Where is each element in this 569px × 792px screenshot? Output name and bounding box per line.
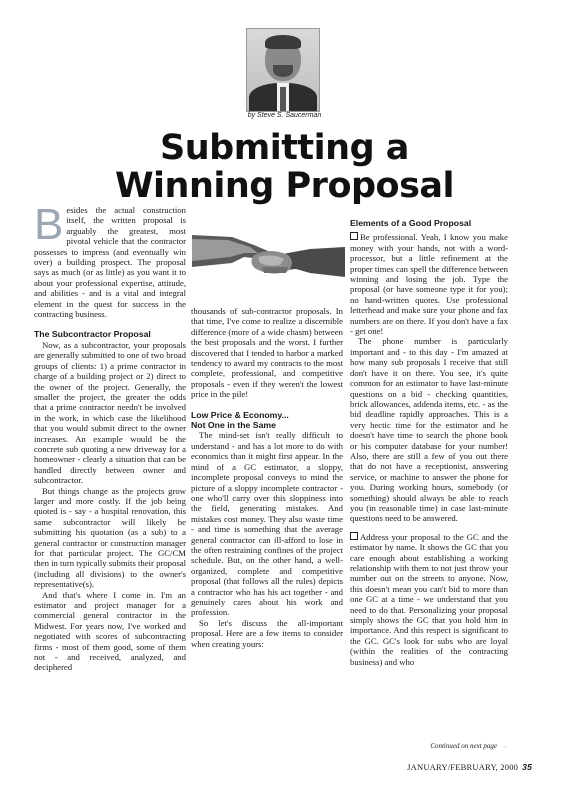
bullet-paragraph: Address your proposal to the GC and the estimator by name. It shows the GC that you care enough about establishing a working relationship with them to not just throw your number out on the streets to anyone. Now, this doesn't mean you can't bid to more than one GC at a time - we understand that you need to do that. Personalizing your proposal simply shows the GC that you hold him in importance. And this respect is significant to the GC. GC's look for subs who are loyal (within the realities of the contracting business) and who	[350, 531, 508, 667]
body-paragraph: Now, as a subcontractor, your proposals are generally submitted to one of two broad groups of clients: 1) a prime contractor in charge of a building project or 2) direct to the owner of the project. Generally, the smaller the project, the greater the odds that a prime contractor needn't be involved in the work, in which case the likelihood that you would submit direct to the owner increases. An example would be the concrete sub quoting a new driveway for a homeowner - clearly a situation that can be handled directly between owner and subcontractor.	[34, 339, 186, 486]
checkbox-bullet-icon	[350, 532, 358, 540]
article-title-line1: Submitting a	[160, 128, 409, 168]
column-1	[34, 200, 187, 673]
body-paragraph: So let's discuss the all-important proposal. Here are a few items to consider when creating yours:	[191, 617, 343, 649]
body-paragraph: thousands of sub-contractor proposals. In that time, I've come to realize a discernible difference (more of a wide chasm) between the best proposals and the worst. I further discovered that I tended to harbor a marked tendency to award my contracts to the most complete, professional, and competitive proposals - even if they weren't the lowest price in the pile!	[191, 306, 343, 400]
checkbox-bullet-icon	[350, 232, 358, 240]
body-paragraph: And that's where I come in. I'm an estimator and project manager for a commercial general contractor in the Midwest. For years now, I've worked and negotiated with scores of subcontracting firms - most of them good, some of them not - and received, analyzed, and deciphered	[34, 589, 186, 673]
byline: by Steve S. Saucerman	[247, 112, 322, 119]
page-number: 35	[522, 762, 532, 772]
column-3	[350, 218, 508, 667]
body-paragraph: The phone number is particularly important and - to this day - I'm amazed at how many sub proposals I receive that still don't have it on there. You see, it's quite common for an estimator to have last-minute questions on a bid - checking quantities, brick allowances, addenda items, etc. - as the bid deadline rapidly approaches. This is a very hectic time for the estimator and he doesn't have time to search the phone book or his computer database for your number! Also, there are still a few of you out there that do not have a receptionist, answering service, or machine to answer the phone for you. During working hours, somebody (or something) should always be able to reach you (in reasonable time) in case last-minute questions need to be answered.	[350, 336, 508, 524]
column-2-top	[191, 306, 343, 649]
drop-cap: B	[34, 200, 64, 249]
continued-note: Continued on next page →	[430, 742, 508, 750]
issue-date: JANUARY/FEBRUARY, 2000	[407, 762, 519, 772]
page-footer	[380, 762, 532, 772]
handshake-image	[192, 207, 345, 301]
section-heading-low-price: Low Price & Economy...	[191, 409, 289, 420]
body-paragraph: But things change as the projects grow larger and more costly. If the job being quoted is - say - a hospital renovation, this same subcontractor will likely be submitting his quotation (as a sub) to a general contractor or construction manager for that particular project. The GC/CM then in turn typically submits their proposal (including all divisions) to the owner's representative(s).	[34, 485, 187, 590]
author-photo	[246, 28, 320, 112]
arrow-icon: →	[501, 742, 508, 750]
intro-paragraph: Besides the actual construction itself, the written proposal is arguably the greatest, most pivotal vehicle that the contractor possesses to impress (and eventually win over) a building prospect. The proposal says as much (or as little) as you want it to about your professional expertise, attitude, and abilities - and is a vital and integral element in the quest for success in the contracting business.	[34, 200, 186, 320]
section-heading-elements: Elements of a Good Proposal	[350, 218, 472, 228]
section-heading-subcontractor: The Subcontractor Proposal	[34, 329, 151, 340]
section-heading-low-price-2: Not One in the Same	[191, 420, 276, 431]
article-title-line2: Winning Proposal	[114, 166, 455, 206]
body-paragraph: The mind-set isn't really difficult to understand - and has a lot more to do with economics than it might first appear. In the mind of a GC estimator, a sloppy, incomplete proposal conveys to mind the picture of a sloppy incomplete contractor - one who'll carry over this sloppiness into the field, generating mistakes. And mistakes cost money. They also waste time - and time is something that the average general contractor can ill-afford to lose in the often restraining confines of the project schedule. But, on the other hand, a well-organized, complete and competitive proposal (that follows all the rules) depicts a contractor who has his act together - and genuinely cares about his work and profession.	[191, 430, 343, 618]
bullet-paragraph: Be professional. Yeah, I know you make money with your hands, not with a word-processor, but a little refinement at the proper times can spell the difference between winning and losing the job. Type the proposal (or have someone type it for you); no hand-written quotes. Use professional letterhead and make sure your phone and fax numbers are on there. If you don't have a fax - get one!	[350, 232, 508, 337]
